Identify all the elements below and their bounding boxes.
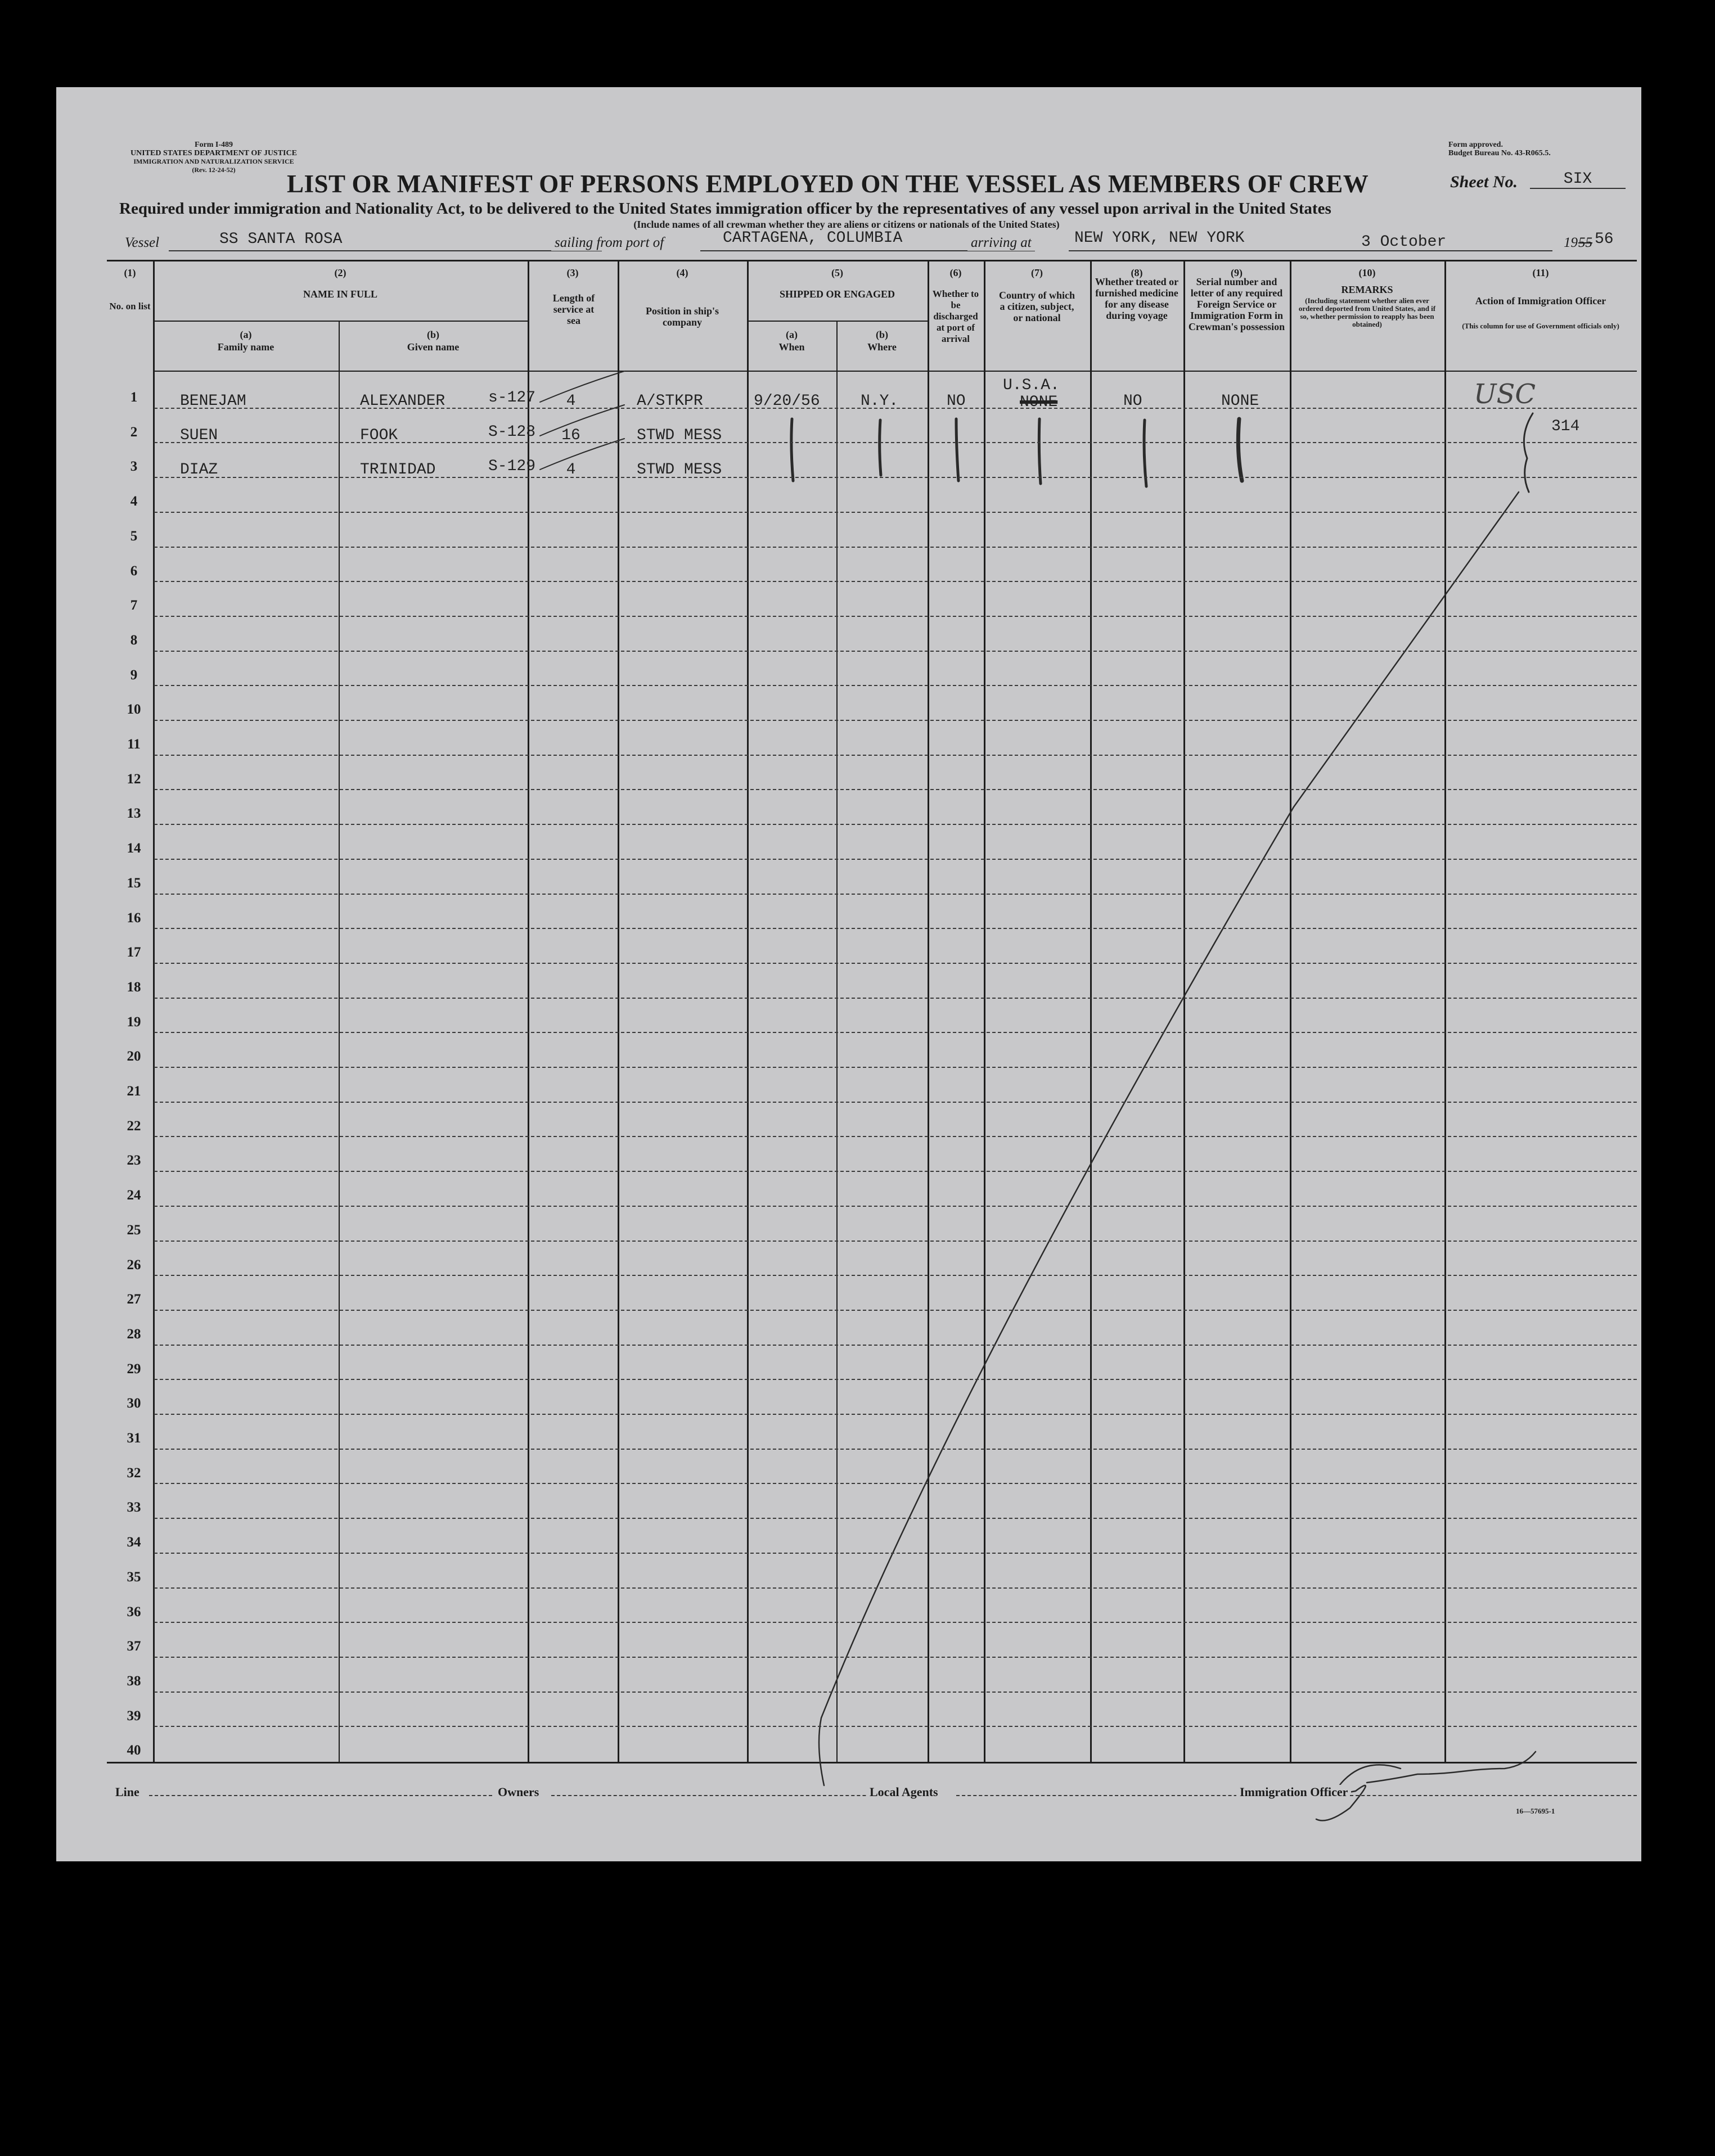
- sailing-label: sailing from port of: [551, 235, 667, 251]
- col9-label: Serial number and letter of any required Foreign Service or Immigration Form in Crewman's possession: [1188, 276, 1285, 332]
- form-number: Form I-489: [194, 141, 233, 149]
- row-number: 2: [130, 424, 138, 440]
- row-separator: [154, 1241, 1637, 1242]
- row-number: 36: [127, 1604, 141, 1620]
- row-number: 27: [127, 1292, 141, 1307]
- row-separator: [154, 408, 1637, 409]
- row-number: 23: [127, 1153, 141, 1169]
- footer-agents-label: Local Agents: [866, 1785, 942, 1799]
- row-separator: [154, 581, 1637, 582]
- row-separator: [154, 1553, 1637, 1554]
- row1-when: 9/20/56: [754, 393, 820, 410]
- row-separator: [154, 1692, 1637, 1693]
- row-separator: [154, 651, 1637, 652]
- port-from: CARTAGENA, COLUMBIA: [723, 229, 903, 247]
- col9-num: (9): [1231, 267, 1243, 278]
- form-approved: Form approved.: [1448, 141, 1503, 149]
- footer-line-label: Line: [115, 1785, 139, 1799]
- year-printed: 55: [1578, 235, 1592, 250]
- row1-serial: s-127: [488, 389, 536, 407]
- row-separator: [154, 616, 1637, 617]
- col5a-label: When: [778, 341, 805, 353]
- bracket-mark: [1524, 413, 1533, 492]
- row2-action: 314: [1551, 418, 1580, 435]
- budget-bureau: Budget Bureau No. 43-R065.5.: [1448, 149, 1551, 157]
- row-separator: [154, 824, 1637, 825]
- row-number: 15: [127, 875, 141, 891]
- footer-officer-label: Immigration Officer: [1236, 1785, 1351, 1799]
- row-separator: [154, 859, 1637, 860]
- row-separator: [154, 1587, 1637, 1589]
- row-separator: [154, 1171, 1637, 1172]
- row1-where: N.Y.: [861, 393, 899, 410]
- row1-service: 4: [566, 393, 576, 410]
- row3-position: STWD MESS: [637, 461, 722, 479]
- row-separator: [154, 1518, 1637, 1519]
- row-number: 14: [127, 841, 141, 856]
- sheet-number: SIX: [1530, 170, 1626, 189]
- row-number: 35: [127, 1569, 141, 1585]
- year-written: 56: [1595, 231, 1614, 248]
- row-separator: [154, 685, 1637, 686]
- row-number: 32: [127, 1465, 141, 1481]
- row3-serial: S-129: [488, 458, 536, 475]
- check-mark: [540, 371, 624, 402]
- row-separator: [154, 1275, 1637, 1276]
- row1-family: BENEJAM: [180, 393, 246, 410]
- row2-service: 16: [561, 427, 580, 444]
- row-separator: [154, 789, 1637, 790]
- vessel-name: SS SANTA ROSA: [219, 231, 343, 248]
- row-number: 33: [127, 1500, 141, 1515]
- col3-num: (3): [566, 267, 579, 278]
- row-number: 4: [130, 494, 138, 509]
- form-title: LIST OR MANIFEST OF PERSONS EMPLOYED ON THE VESSEL AS MEMBERS OF CREW: [287, 170, 1369, 198]
- ditto-mark: [880, 420, 881, 475]
- row-separator: [154, 547, 1637, 548]
- port-to: NEW YORK, NEW YORK: [1074, 229, 1245, 247]
- row-separator: [154, 1483, 1637, 1484]
- row1-action: USC: [1474, 378, 1536, 410]
- row-number: 18: [127, 979, 141, 995]
- arrival-date: 3 October: [1361, 233, 1447, 251]
- col5b-label: Where: [867, 341, 897, 353]
- row1-country: U.S.A.: [1003, 377, 1060, 394]
- row3-given: TRINIDAD: [360, 461, 436, 479]
- row-number: 38: [127, 1673, 141, 1689]
- col8-label: Whether treated or furnished medicine for any disease during voyage: [1095, 276, 1179, 321]
- row-number: 24: [127, 1188, 141, 1203]
- footer-owners-label: Owners: [498, 1785, 539, 1799]
- row-separator: [154, 1414, 1637, 1415]
- row-number: 19: [127, 1014, 141, 1030]
- row-number: 5: [130, 528, 138, 544]
- col6-num: (6): [949, 267, 962, 278]
- row-separator: [154, 755, 1637, 756]
- row3-service: 4: [566, 461, 576, 479]
- col10-note: (Including statement whether alien ever ordered deported from United States, and if so, whether permission to reapply has been obtained): [1298, 296, 1436, 328]
- col10-num: (10): [1358, 267, 1376, 278]
- col4-label: Position in ship's company: [645, 305, 719, 328]
- row-separator: [154, 720, 1637, 721]
- row-number: 28: [127, 1326, 141, 1342]
- department: UNITED STATES DEPARTMENT OF JUSTICE: [130, 149, 297, 157]
- row-number: 39: [127, 1708, 141, 1724]
- row1-form: NONE: [1221, 393, 1259, 410]
- service: IMMIGRATION AND NATURALIZATION SERVICE: [133, 157, 294, 165]
- row-separator: [154, 1379, 1637, 1380]
- row-separator: [154, 442, 1637, 443]
- row2-given: FOOK: [360, 427, 398, 444]
- row-separator: [154, 1726, 1637, 1727]
- col2a-label: Family name: [217, 341, 274, 353]
- row2-serial: S-128: [488, 423, 536, 441]
- form-subnote: (Include names of all crewman whether they are aliens or citizens or nationals of the United States): [633, 219, 1060, 230]
- row-number: 21: [127, 1084, 141, 1099]
- row-separator: [154, 1136, 1637, 1137]
- col11-note: (This column for use of Government officials only): [1462, 322, 1619, 330]
- year-prefix: 19: [1564, 235, 1578, 250]
- revision: (Rev. 12-24-52): [192, 166, 236, 174]
- col8-num: (8): [1131, 267, 1143, 278]
- row3-family: DIAZ: [180, 461, 218, 479]
- row-separator: [154, 1032, 1637, 1033]
- col5a-num: (a): [786, 329, 798, 340]
- row1-given: ALEXANDER: [360, 393, 445, 410]
- row2-position: STWD MESS: [637, 427, 722, 444]
- row-separator: [154, 512, 1637, 513]
- row-separator: [154, 998, 1637, 999]
- row-separator: [154, 1622, 1637, 1623]
- row2-family: SUEN: [180, 427, 218, 444]
- ditto-mark: [1039, 419, 1041, 484]
- row-number: 37: [127, 1639, 141, 1654]
- row-separator: [154, 1067, 1637, 1068]
- col5-label: SHIPPED OR ENGAGED: [779, 288, 895, 300]
- check-mark: [540, 405, 624, 436]
- row-number: 9: [130, 667, 138, 683]
- row1-discharged: NO: [947, 393, 966, 410]
- row-number: 8: [130, 632, 138, 648]
- row-number: 29: [127, 1361, 141, 1377]
- row1-medicine: NO: [1123, 393, 1142, 410]
- row-number: 11: [127, 737, 141, 752]
- row-number: 22: [127, 1118, 141, 1134]
- ditto-mark: [956, 419, 958, 481]
- handwritten-marks: [56, 87, 1641, 1861]
- col11-label: Action of Immigration Officer: [1475, 295, 1606, 306]
- row-separator: [154, 1345, 1637, 1346]
- col5b-num: (b): [876, 329, 888, 340]
- ditto-mark: [1238, 419, 1242, 481]
- row1-position: A/STKPR: [637, 393, 703, 410]
- col7-num: (7): [1031, 267, 1043, 278]
- col11-num: (11): [1532, 267, 1549, 278]
- col1-label: No. on list: [109, 301, 151, 312]
- col2b-num: (b): [427, 329, 439, 340]
- footer-code: 16—57695-1: [1516, 1807, 1555, 1815]
- row-number: 30: [127, 1396, 141, 1411]
- row-separator: [154, 963, 1637, 964]
- row-number: 13: [127, 806, 141, 822]
- row-separator: [154, 1310, 1637, 1311]
- row-number: 7: [130, 598, 138, 614]
- row1-country-struck: NONE: [1020, 394, 1058, 411]
- row-number: 6: [130, 563, 138, 579]
- row-separator: [154, 477, 1637, 478]
- manifest-sheet: [56, 87, 1641, 1861]
- row-number: 16: [127, 910, 141, 926]
- col5-num: (5): [831, 267, 843, 278]
- form-subtitle: Required under immigration and Nationality Act, to be delivered to the United States immigration officer by the representatives of any vessel upon arrival in the United States: [119, 200, 1331, 218]
- row-number: 26: [127, 1257, 141, 1273]
- row-separator: [154, 894, 1637, 895]
- row-number: 17: [127, 945, 141, 960]
- col1-num: (1): [124, 267, 136, 278]
- col2b-label: Given name: [407, 341, 460, 353]
- row-number: 34: [127, 1535, 141, 1550]
- row-number: 3: [130, 459, 138, 475]
- row-number: 12: [127, 771, 141, 787]
- row-separator: [154, 1102, 1637, 1103]
- arriving-label: arriving at: [967, 235, 1035, 251]
- row-separator: [154, 1657, 1637, 1658]
- row-number: 31: [127, 1431, 141, 1446]
- col6-label: Whether to be discharged at port of arrival: [932, 288, 979, 344]
- row-separator: [154, 1449, 1637, 1450]
- vessel-label: Vessel: [125, 235, 160, 250]
- col10-label: REMARKS: [1341, 284, 1393, 295]
- col4-num: (4): [676, 267, 688, 278]
- sheet-label: Sheet No.: [1450, 173, 1518, 191]
- col2-num: (2): [334, 267, 346, 278]
- col7-label: Country of which a citizen, subject, or national: [998, 290, 1075, 323]
- row-number: 40: [127, 1743, 141, 1758]
- row-separator: [154, 1206, 1637, 1207]
- row-separator: [154, 928, 1637, 929]
- ditto-mark: [791, 419, 793, 481]
- row-number: 10: [127, 702, 141, 718]
- col2-label: NAME IN FULL: [303, 288, 377, 300]
- col3-label: Length of service at sea: [552, 292, 595, 326]
- row-number: 1: [130, 390, 138, 405]
- row-number: 20: [127, 1049, 141, 1065]
- col2a-num: (a): [240, 329, 252, 340]
- row-number: 25: [127, 1222, 141, 1238]
